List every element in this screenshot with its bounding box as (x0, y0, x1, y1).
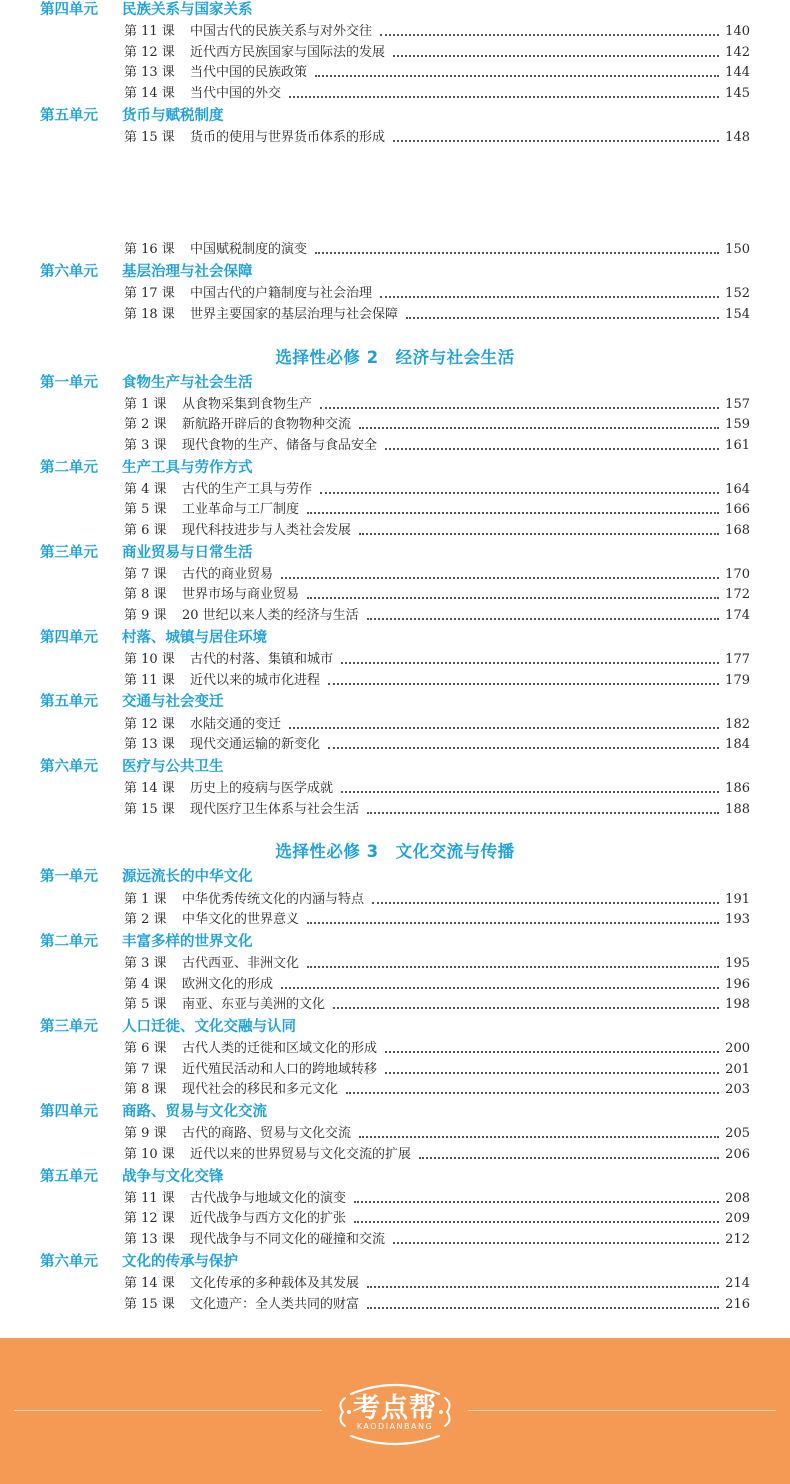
leader-dots (419, 1157, 719, 1159)
page-number: 177 (725, 652, 750, 667)
lesson-title: 古代的商业贸易 (182, 567, 274, 582)
leader-dots (359, 427, 719, 429)
unit-number: 第六单元 (40, 1254, 98, 1270)
lesson-row[interactable] (124, 715, 750, 735)
lesson-row[interactable] (124, 521, 750, 541)
leader-dots (307, 597, 719, 599)
unit-heading[interactable] (40, 262, 253, 282)
lesson-title: 文化遗产：全人类共同的财富 (190, 1297, 360, 1312)
page-number: 188 (725, 802, 750, 817)
unit-number: 第五单元 (40, 1169, 98, 1185)
leader-dots (320, 492, 719, 494)
lesson-number: 第 16 课 (124, 242, 175, 257)
lesson-title: 文化传承的多种载体及其发展 (190, 1276, 360, 1291)
lesson-title: 近代以来的世界贸易与文化交流的扩展 (190, 1147, 412, 1162)
page-number: 164 (725, 482, 750, 497)
lesson-title: 南亚、东亚与美洲的文化 (182, 997, 326, 1012)
lesson-title: 近代战争与西方文化的扩张 (190, 1211, 347, 1226)
page-number: 203 (725, 1082, 750, 1097)
leader-dots (307, 966, 719, 968)
lesson-number: 第 9 课 (124, 1126, 167, 1141)
page-number: 174 (725, 608, 750, 623)
lesson-title: 古代西亚、非洲文化 (182, 956, 300, 971)
unit-heading[interactable] (40, 458, 253, 478)
logo-text: 考点帮 (353, 1393, 437, 1424)
leader-dots (333, 1007, 719, 1009)
lesson-number: 第 17 课 (124, 286, 175, 301)
page-number: 166 (725, 502, 750, 517)
leader-dots (328, 683, 719, 685)
lesson-row[interactable] (124, 305, 750, 325)
lesson-row[interactable] (124, 1080, 750, 1100)
footer-divider-right (468, 1410, 776, 1411)
lesson-number: 第 15 课 (124, 1297, 175, 1312)
leader-dots (307, 512, 719, 514)
unit-heading[interactable] (40, 1167, 224, 1187)
unit-title: 民族关系与国家关系 (122, 2, 253, 18)
brand-logo (335, 1374, 455, 1450)
unit-title: 医疗与公共卫生 (122, 759, 224, 775)
lesson-row[interactable] (124, 1189, 750, 1209)
lesson-title: 水陆交通的变迁 (190, 717, 282, 732)
lesson-number: 第 1 课 (124, 892, 167, 907)
leader-dots (307, 922, 719, 924)
page-number: 157 (725, 397, 750, 412)
lesson-title: 当代中国的外交 (190, 86, 282, 101)
unit-number: 第五单元 (40, 694, 98, 710)
footer-band (0, 1338, 790, 1484)
lesson-number: 第 10 课 (124, 1147, 175, 1162)
lesson-row[interactable] (124, 671, 750, 691)
page-number: 201 (725, 1062, 750, 1077)
lesson-row[interactable] (124, 480, 750, 500)
leader-dots (367, 1307, 719, 1309)
unit-number: 第一单元 (40, 375, 98, 391)
lesson-row[interactable] (124, 240, 750, 260)
lesson-number: 第 15 课 (124, 130, 175, 145)
lesson-title: 从食物采集到食物生产 (182, 397, 313, 412)
leader-dots (281, 987, 719, 989)
lesson-row[interactable] (124, 436, 750, 456)
lesson-title: 近代殖民活动和人口的跨地域转移 (182, 1062, 378, 1077)
lesson-number: 第 4 课 (124, 482, 167, 497)
unit-number: 第四单元 (40, 2, 98, 18)
lesson-number: 第 12 课 (124, 1211, 175, 1226)
unit-number: 第四单元 (40, 1104, 98, 1120)
unit-title: 村落、城镇与居住环境 (122, 630, 267, 646)
leader-dots (393, 140, 719, 142)
lesson-number: 第 4 课 (124, 977, 167, 992)
unit-title: 交通与社会变迁 (122, 694, 224, 710)
page-number: 184 (725, 737, 750, 752)
lesson-row[interactable] (124, 1295, 750, 1315)
lesson-number: 第 12 课 (124, 717, 175, 732)
lesson-row[interactable] (124, 128, 750, 148)
lesson-number: 第 5 课 (124, 502, 167, 517)
lesson-title: 现代战争与不同文化的碰撞和交流 (190, 1232, 386, 1247)
lesson-row[interactable] (124, 500, 750, 520)
page-number: 152 (725, 286, 750, 301)
lesson-row[interactable] (124, 43, 750, 63)
lesson-title: 历史上的疫病与医学成就 (190, 781, 334, 796)
leader-dots (385, 1072, 719, 1074)
page-number: 140 (725, 24, 750, 39)
unit-heading[interactable] (40, 692, 224, 712)
unit-title: 人口迁徙、文化交融与认同 (122, 1019, 296, 1035)
page-number: 148 (725, 130, 750, 145)
lesson-number: 第 11 课 (124, 673, 175, 688)
page-number: 145 (725, 86, 750, 101)
leader-dots (341, 791, 719, 793)
lesson-row[interactable] (124, 585, 750, 605)
lesson-title: 世界市场与商业贸易 (182, 587, 300, 602)
leader-dots (380, 296, 719, 298)
page-number: 209 (725, 1211, 750, 1226)
lesson-title: 货币的使用与世界货币体系的形成 (190, 130, 386, 145)
leader-dots (367, 618, 719, 620)
lesson-title: 欧洲文化的形成 (182, 977, 274, 992)
page-number: 195 (725, 956, 750, 971)
leader-dots (385, 448, 719, 450)
lesson-row[interactable] (124, 975, 750, 995)
lesson-row[interactable] (124, 1209, 750, 1229)
unit-heading[interactable] (40, 867, 253, 887)
lesson-title: 中国赋税制度的演变 (190, 242, 308, 257)
lesson-row[interactable] (124, 1274, 750, 1294)
logo-subtitle: KAODIANBANG (356, 1422, 434, 1431)
leader-dots (393, 55, 719, 57)
lesson-row[interactable] (124, 395, 750, 415)
page-number: 142 (725, 45, 750, 60)
page-number: 200 (725, 1041, 750, 1056)
leader-dots (341, 662, 719, 664)
page-number: 205 (725, 1126, 750, 1141)
lesson-title: 中国古代的民族关系与对外交往 (190, 24, 373, 39)
leader-dots (320, 407, 719, 409)
footer-divider-left (14, 1410, 322, 1411)
lesson-title: 世界主要国家的基层治理与社会保障 (190, 307, 399, 322)
leader-dots (372, 902, 719, 904)
lesson-row[interactable] (124, 779, 750, 799)
leader-dots (367, 1286, 719, 1288)
lesson-row[interactable] (124, 84, 750, 104)
leader-dots (359, 1136, 719, 1138)
lesson-row[interactable] (124, 650, 750, 670)
page-number: 182 (725, 717, 750, 732)
lesson-row[interactable] (124, 606, 750, 626)
leader-dots (289, 96, 719, 98)
lesson-number: 第 9 课 (124, 608, 167, 623)
lesson-row[interactable] (124, 800, 750, 820)
page-number: 216 (725, 1297, 750, 1312)
lesson-number: 第 18 课 (124, 307, 175, 322)
lesson-title: 新航路开辟后的食物物种交流 (182, 417, 352, 432)
page-number: 159 (725, 417, 750, 432)
lesson-number: 第 6 课 (124, 1041, 167, 1056)
unit-heading[interactable] (40, 0, 253, 20)
lesson-number: 第 5 课 (124, 997, 167, 1012)
lesson-number: 第 13 课 (124, 65, 175, 80)
leader-dots (289, 727, 719, 729)
lesson-row[interactable] (124, 910, 750, 930)
section-title: 选择性必修 2 经济与社会生活 (275, 348, 515, 367)
leader-dots (281, 577, 719, 579)
page-number: 186 (725, 781, 750, 796)
leader-dots (354, 1201, 719, 1203)
lesson-number: 第 8 课 (124, 587, 167, 602)
lesson-number: 第 2 课 (124, 912, 167, 927)
unit-number: 第三单元 (40, 545, 98, 561)
lesson-title: 古代战争与地域文化的演变 (190, 1191, 347, 1206)
unit-heading[interactable] (40, 1017, 296, 1037)
page-number: 168 (725, 523, 750, 538)
lesson-title: 近代以来的城市化进程 (190, 673, 321, 688)
lesson-number: 第 3 课 (124, 956, 167, 971)
unit-heading[interactable] (40, 106, 224, 126)
lesson-number: 第 11 课 (124, 1191, 175, 1206)
lesson-title: 古代人类的迁徙和区域文化的形成 (182, 1041, 378, 1056)
lesson-title: 现代交通运输的新变化 (190, 737, 321, 752)
leader-dots (315, 252, 719, 254)
lesson-number: 第 15 课 (124, 802, 175, 817)
unit-number: 第二单元 (40, 460, 98, 476)
page-number: 198 (725, 997, 750, 1012)
lesson-number: 第 2 课 (124, 417, 167, 432)
unit-title: 货币与赋税制度 (122, 108, 224, 124)
leader-dots (346, 1092, 719, 1094)
lesson-row[interactable] (124, 22, 750, 42)
lesson-row[interactable] (124, 1039, 750, 1059)
page-number: 150 (725, 242, 750, 257)
lesson-number: 第 7 课 (124, 1062, 167, 1077)
unit-title: 生产工具与劳作方式 (122, 460, 253, 476)
page-number: 196 (725, 977, 750, 992)
section-title: 选择性必修 3 文化交流与传播 (275, 842, 515, 861)
lesson-row[interactable] (124, 415, 750, 435)
lesson-title: 当代中国的民族政策 (190, 65, 308, 80)
lesson-row[interactable] (124, 1230, 750, 1250)
leader-dots (385, 1051, 719, 1053)
lesson-number: 第 7 课 (124, 567, 167, 582)
lesson-title: 中华优秀传统文化的内涵与特点 (182, 892, 365, 907)
leader-dots (380, 34, 719, 36)
lesson-title: 中华文化的世界意义 (182, 912, 300, 927)
lesson-row[interactable] (124, 954, 750, 974)
unit-number: 第一单元 (40, 869, 98, 885)
page-number: 179 (725, 673, 750, 688)
lesson-title: 20 世纪以来人类的经济与生活 (182, 608, 359, 623)
lesson-number: 第 6 课 (124, 523, 167, 538)
unit-heading[interactable] (40, 757, 224, 777)
unit-number: 第六单元 (40, 759, 98, 775)
lesson-title: 近代西方民族国家与国际法的发展 (190, 45, 386, 60)
leader-dots (367, 812, 719, 814)
lesson-number: 第 14 课 (124, 781, 175, 796)
lesson-title: 现代社会的移民和多元文化 (182, 1082, 339, 1097)
lesson-number: 第 10 课 (124, 652, 175, 667)
lesson-row[interactable] (124, 890, 750, 910)
leader-dots (328, 747, 719, 749)
unit-title: 商路、贸易与文化交流 (122, 1104, 267, 1120)
unit-heading[interactable] (40, 932, 253, 952)
lesson-row[interactable] (124, 284, 750, 304)
unit-title: 食物生产与社会生活 (122, 375, 253, 391)
page-number: 172 (725, 587, 750, 602)
page-number: 193 (725, 912, 750, 927)
page-number: 154 (725, 307, 750, 322)
unit-number: 第五单元 (40, 108, 98, 124)
page-number: 170 (725, 567, 750, 582)
lesson-row[interactable] (124, 735, 750, 755)
lesson-number: 第 14 课 (124, 86, 175, 101)
lesson-title: 现代科技进步与人类社会发展 (182, 523, 352, 538)
lesson-number: 第 12 课 (124, 45, 175, 60)
lesson-row[interactable] (124, 1145, 750, 1165)
lesson-row[interactable] (124, 565, 750, 585)
leader-dots (354, 1221, 719, 1223)
lesson-title: 中国古代的户籍制度与社会治理 (190, 286, 373, 301)
page-number: 161 (725, 438, 750, 453)
page-number: 214 (725, 1276, 750, 1291)
page-number: 212 (725, 1232, 750, 1247)
leader-dots (315, 75, 719, 77)
unit-number: 第三单元 (40, 1019, 98, 1035)
page-number: 206 (725, 1147, 750, 1162)
unit-number: 第四单元 (40, 630, 98, 646)
lesson-number: 第 1 课 (124, 397, 167, 412)
unit-title: 基层治理与社会保障 (122, 264, 253, 280)
lesson-title: 古代的生产工具与劳作 (182, 482, 313, 497)
leader-dots (359, 533, 719, 535)
lesson-number: 第 13 课 (124, 1232, 175, 1247)
unit-heading[interactable] (40, 628, 267, 648)
unit-title: 文化的传承与保护 (122, 1254, 238, 1270)
page-number: 144 (725, 65, 750, 80)
lesson-title: 现代食物的生产、储备与食品安全 (182, 438, 378, 453)
lesson-row[interactable] (124, 1060, 750, 1080)
lesson-number: 第 3 课 (124, 438, 167, 453)
lesson-number: 第 11 课 (124, 24, 175, 39)
leader-dots (393, 1242, 719, 1244)
lesson-row[interactable] (124, 63, 750, 83)
unit-title: 丰富多样的世界文化 (122, 934, 253, 950)
page-number: 208 (725, 1191, 750, 1206)
unit-title: 战争与文化交锋 (122, 1169, 224, 1185)
lesson-number: 第 8 课 (124, 1082, 167, 1097)
unit-number: 第二单元 (40, 934, 98, 950)
unit-title: 源远流长的中华文化 (122, 869, 253, 885)
unit-heading[interactable] (40, 543, 253, 563)
lesson-title: 古代的村落、集镇和城市 (190, 652, 334, 667)
unit-heading[interactable] (40, 1252, 238, 1272)
lesson-row[interactable] (124, 1124, 750, 1144)
lesson-title: 工业革命与工厂制度 (182, 502, 300, 517)
unit-heading[interactable] (40, 373, 253, 393)
lesson-title: 古代的商路、贸易与文化交流 (182, 1126, 352, 1141)
unit-title: 商业贸易与日常生活 (122, 545, 253, 561)
lesson-number: 第 14 课 (124, 1276, 175, 1291)
leader-dots (406, 317, 719, 319)
lesson-row[interactable] (124, 995, 750, 1015)
lesson-title: 现代医疗卫生体系与社会生活 (190, 802, 360, 817)
unit-number: 第六单元 (40, 264, 98, 280)
page-number: 191 (725, 892, 750, 907)
unit-heading[interactable] (40, 1102, 267, 1122)
lesson-number: 第 13 课 (124, 737, 175, 752)
